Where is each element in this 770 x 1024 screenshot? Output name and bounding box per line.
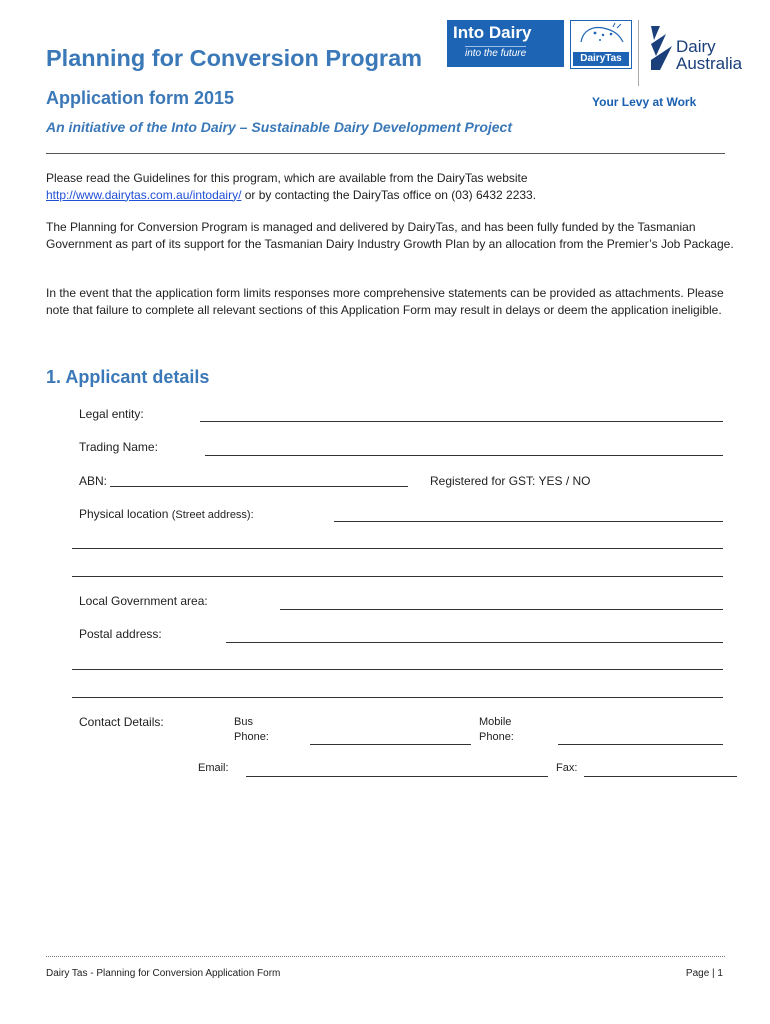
legal-entity-label: Legal entity: xyxy=(79,407,144,421)
physical-location-label-text: Physical location xyxy=(79,507,169,521)
fax-label: Fax: xyxy=(556,762,578,774)
footer-divider xyxy=(46,956,725,957)
mobile-phone-field[interactable] xyxy=(558,744,723,745)
levy-tagline: Your Levy at Work xyxy=(592,95,697,109)
postal-address-field-3[interactable] xyxy=(72,697,723,698)
intro-paragraph-1 xyxy=(46,170,736,203)
postal-address-label: Postal address: xyxy=(79,627,162,641)
intro-p1-text: Please read the Guidelines for this program, which are available from the DairyTas website xyxy=(46,171,528,185)
postal-address-input-2[interactable] xyxy=(72,654,723,668)
lga-label: Local Government area: xyxy=(79,594,208,608)
contact-details-label: Contact Details: xyxy=(79,715,164,729)
dairy-australia-line2: Australia xyxy=(676,54,743,73)
intro-p1-text-2: or by contacting the DairyTas office on (03) 6432 2233. xyxy=(241,187,537,202)
bus-phone-field[interactable] xyxy=(310,744,471,745)
trading-name-field[interactable] xyxy=(205,455,723,456)
trading-name-input[interactable] xyxy=(205,440,723,454)
cow-icon xyxy=(573,22,629,50)
into-dairy-logo-text: Into Dairy xyxy=(453,23,532,42)
page-subtitle: Application form 2015 xyxy=(46,88,235,108)
fax-field[interactable] xyxy=(584,776,737,777)
into-dairy-logo xyxy=(447,20,564,67)
physical-location-note: (Street address): xyxy=(171,509,254,521)
physical-location-field[interactable] xyxy=(334,521,723,522)
postal-address-field[interactable] xyxy=(226,642,723,643)
physical-location-field-2[interactable] xyxy=(72,548,723,549)
abn-label: ABN: xyxy=(79,474,108,488)
mobile-phone-label xyxy=(479,715,514,745)
email-label: Email: xyxy=(198,762,229,774)
bus-phone-label xyxy=(234,715,269,745)
dairytas-logo xyxy=(570,20,632,69)
page-title: Planning for Conversion Program xyxy=(46,45,423,71)
postal-address-input[interactable] xyxy=(226,627,723,641)
dairy-australia-line1: Dairy xyxy=(676,37,716,56)
bus-phone-input[interactable] xyxy=(310,729,471,743)
abn-field[interactable] xyxy=(110,486,408,487)
intro-paragraph-2: The Planning for Conversion Program is managed and delivered by DairyTas, and has been fully funded by the Tasmanian Government as part of its support for the Tasmanian Dairy Industry Growth Plan by an allocation from the Premier’s Job Package. xyxy=(46,220,734,251)
section-heading-applicant-details: 1. Applicant details xyxy=(46,367,210,387)
dairy-australia-emblem-icon xyxy=(648,22,674,72)
postal-address-field-2[interactable] xyxy=(72,669,723,670)
mobile-phone-label-1: Mobile xyxy=(479,716,512,728)
mobile-phone-input[interactable] xyxy=(558,729,723,743)
fax-input[interactable] xyxy=(584,761,737,775)
legal-entity-field[interactable] xyxy=(200,421,723,422)
lga-input[interactable] xyxy=(280,594,723,608)
postal-address-input-3[interactable] xyxy=(72,682,723,696)
physical-location-input[interactable] xyxy=(334,506,723,520)
footer-document-name: Dairy Tas - Planning for Conversion Application Form xyxy=(46,968,281,979)
lga-field[interactable] xyxy=(280,609,723,610)
physical-location-label xyxy=(79,507,254,521)
header-divider xyxy=(46,153,725,154)
legal-entity-input[interactable] xyxy=(200,406,723,420)
gst-label: Registered for GST: YES / NO xyxy=(430,474,591,488)
into-dairy-logo-subtext: into the future xyxy=(465,48,527,59)
email-field[interactable] xyxy=(246,776,548,777)
intro-paragraph-3: In the event that the application form limits responses more comprehensive statements can be provided as attachments. Please note that failure to complete all relevant sections of this Application Form may result in delays or deem the application ineligible. xyxy=(46,286,724,317)
abn-input[interactable] xyxy=(110,471,408,485)
bus-phone-label-2: Phone: xyxy=(234,731,269,743)
physical-location-input-3[interactable] xyxy=(72,561,723,575)
dairy-australia-logo-text xyxy=(676,38,742,72)
dairytas-website-link[interactable]: http://www.dairytas.com.au/intodairy/ xyxy=(46,187,242,202)
footer-page-number: Page | 1 xyxy=(685,968,723,979)
tagline: An initiative of the Into Dairy – Sustainable Dairy Development Project xyxy=(46,119,512,135)
logo-divider xyxy=(638,20,639,86)
physical-location-field-3[interactable] xyxy=(72,576,723,577)
bus-phone-label-1: Bus xyxy=(234,716,253,728)
email-input[interactable] xyxy=(246,761,548,775)
dairytas-logo-text: DairyTas xyxy=(573,52,629,66)
trading-name-label: Trading Name: xyxy=(79,440,158,454)
physical-location-input-2[interactable] xyxy=(72,533,723,547)
mobile-phone-label-2: Phone: xyxy=(479,731,514,743)
